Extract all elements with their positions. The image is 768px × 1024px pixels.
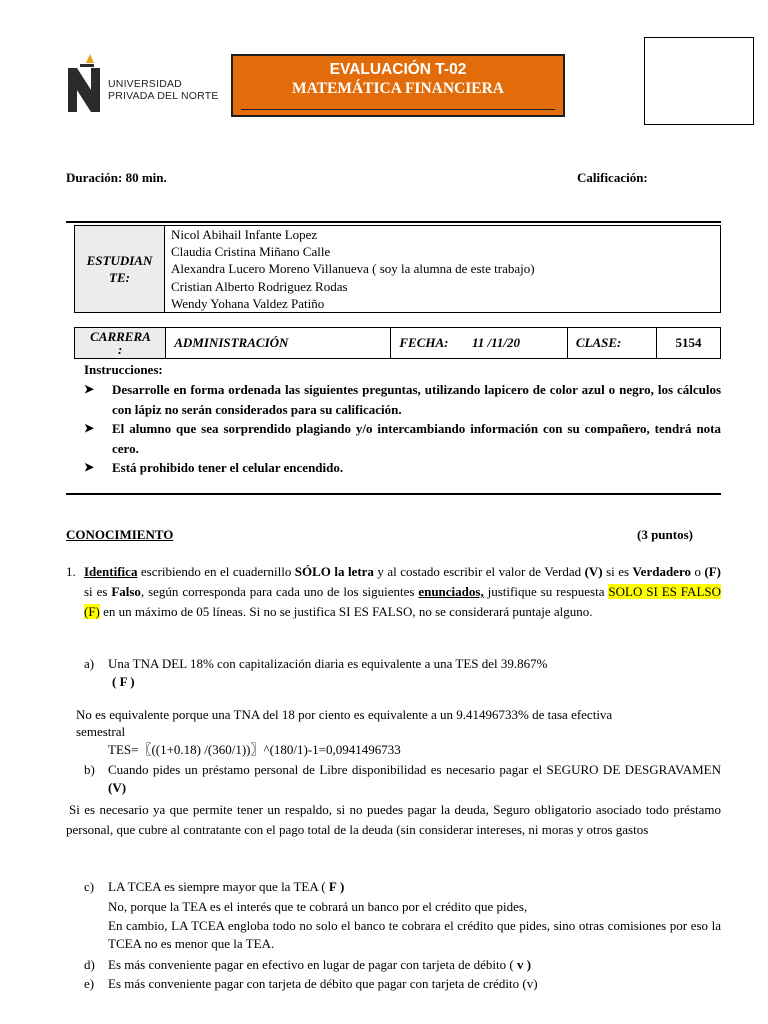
career-label: CARRERA : (75, 328, 166, 359)
grade-box (644, 37, 754, 125)
question-number: 1. (66, 564, 76, 579)
career-value: ADMINISTRACIÓN (166, 328, 391, 359)
duration-label: Duración: 80 min. (66, 170, 167, 185)
instruction-item: ➤ El alumno que sea sorprendido plagiando y/o intercambiando información con su compañero, tendrá nota cero. (84, 421, 721, 456)
instruction-item: ➤ Desarrolle en forma ordenada las siguientes preguntas, utilizando lapicero de color azul o negro, los cálculos con lápiz no serán considerados para su calificación. (84, 382, 721, 417)
university-name (108, 78, 219, 102)
item-b-text: Cuando pides un préstamo personal de Libre disponibilidad es necesario pagar el SEGURO DE DESGRAVAMEN (V) (108, 762, 721, 795)
class-label: CLASE: (567, 328, 656, 359)
arrow-bullet-icon: ➤ (84, 460, 95, 474)
university-logo (66, 50, 226, 114)
arrow-bullet-icon: ➤ (84, 421, 95, 435)
exam-title: EVALUACIÓN T-02 (329, 61, 467, 78)
highlighted-text: SOLO SI ES FALSO (F) (84, 584, 721, 619)
section-points: (3 puntos) (637, 527, 693, 542)
student-names (165, 226, 721, 313)
student-name: Claudia Cristina Miñano Calle (171, 244, 331, 260)
career-table (74, 327, 721, 359)
question-1 (66, 562, 721, 622)
instructions-heading: Instrucciones: (84, 362, 163, 377)
student-name: Wendy Yohana Valdez Patiño (171, 295, 325, 311)
item-a-text: Una TNA DEL 18% con capitalización diaria es equivalente a una TES del 39.867% (108, 656, 548, 671)
logo-line-2: PRIVADA DEL NORTE (108, 90, 219, 102)
item-b-letter: b) (84, 762, 95, 777)
divider-bottom (66, 493, 721, 495)
instruction-item: ➤ Está prohibido tener el celular encendido. (84, 458, 721, 478)
item-c-justification: No, porque la TEA es el interés que te cobrará un banco por el crédito que pides, (108, 899, 528, 914)
section-title: CONOCIMIENTO (66, 527, 174, 542)
item-e-letter: e) (84, 976, 95, 991)
item-c-justification-cont: En cambio, LA TCEA engloba todo no solo el banco te cobrara el crédito que pides, sino otras comisiones por eso la TCEA no es menor que la TEA. (108, 918, 721, 951)
arrow-bullet-icon: ➤ (84, 382, 95, 396)
student-name: Alexandra Lucero Moreno Villanueva ( soy la alumna de este trabajo) (171, 261, 535, 277)
student-name: Nicol Abihail Infante Lopez (171, 227, 318, 242)
logo-line-1: UNIVERSIDAD (108, 78, 182, 90)
date-label: FECHA: (391, 328, 470, 359)
item-a-formula: TES=〖((1+0.18) /(360/1))〗^(180/1)-1=0,0941496733 (108, 742, 401, 757)
question-1-text: Identifica escribiendo en el cuadernillo SÓLO la letra y al costado escribir el valor de Verdad (V) si es Verdadero o (F) si es Falso, según corresponda para cada uno de los siguientes enunciados, justifique su respuesta SOLO SI ES FALSO (F) en un máximo de 05 líneas. Si no se justifica SI ES FALSO, no se considerará puntaje alguno. (84, 564, 722, 619)
upn-logo-icon (66, 54, 102, 112)
instructions-list (84, 380, 721, 478)
exam-title-box (231, 54, 565, 117)
item-e-text: Es más conveniente pagar con tarjeta de débito que pagar con tarjeta de crédito (v) (108, 976, 538, 991)
class-value: 5154 (657, 328, 721, 359)
item-c-letter: c) (84, 879, 95, 894)
student-name: Cristian Alberto Rodriguez Rodas (171, 278, 348, 294)
divider-top (66, 221, 721, 223)
item-a-answer: ( F ) (112, 674, 135, 689)
course-title: MATEMÁTICA FINANCIERA (292, 80, 504, 97)
student-table (74, 225, 721, 313)
item-b-justification: Si es necesario ya que permite tener un respaldo, si no puedes pagar la deuda, Seguro obligatorio asociado todo préstamo personal, que cubre al contratante con el pago total de la deuda (sin considerar intereses, ni moras y otros gastos (66, 802, 721, 837)
title-underline (241, 109, 555, 110)
item-a-letter: a) (84, 656, 95, 671)
date-value: 11 /11/20 (470, 328, 567, 359)
student-label: ESTUDIANTE: (75, 226, 165, 313)
item-c-text: LA TCEA es siempre mayor que la TEA ( F ) (108, 879, 345, 894)
item-a-justification-cont: semestral (76, 724, 126, 739)
item-d-letter: d) (84, 957, 95, 972)
grade-label: Calificación: (577, 170, 648, 185)
item-d-text: Es más conveniente pagar en efectivo en lugar de pagar con tarjeta de débito ( v ) (108, 957, 532, 972)
item-a-justification: No es equivalente porque una TNA del 18 por ciento es equivalente a un 9.41496733% de tasa efectiva (76, 707, 613, 722)
